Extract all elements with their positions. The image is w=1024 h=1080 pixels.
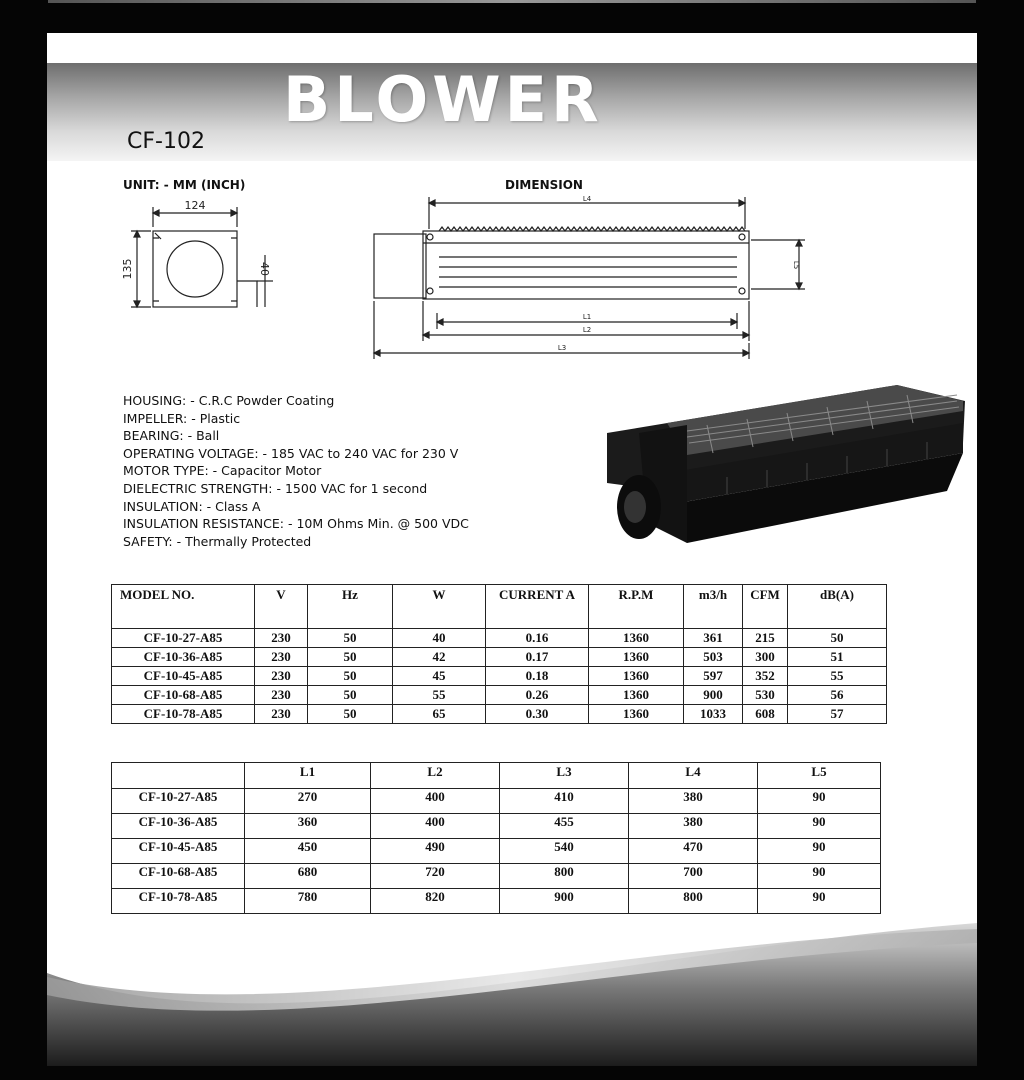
table-cell: CF-10-45-A85 <box>112 667 255 686</box>
table-cell: 0.18 <box>486 667 589 686</box>
table-cell: CF-10-78-A85 <box>112 889 245 914</box>
table-cell: 300 <box>743 648 788 667</box>
table-cell: 50 <box>788 629 887 648</box>
table-cell: CF-10-36-A85 <box>112 814 245 839</box>
model-title: CF-102 <box>127 129 205 154</box>
table-cell: 400 <box>371 789 500 814</box>
table-cell: CF-10-68-A85 <box>112 864 245 889</box>
l2-label: L2 <box>582 326 592 334</box>
table-row <box>112 864 881 889</box>
table-cell: 90 <box>758 839 881 864</box>
side-height-label: 135 <box>121 258 134 280</box>
table-cell: 90 <box>758 789 881 814</box>
col-header: V <box>255 585 308 629</box>
spec-item: DIELECTRIC STRENGTH: - 1500 VAC for 1 second <box>123 480 428 496</box>
table-cell: 230 <box>255 648 308 667</box>
table-cell: 1360 <box>589 667 684 686</box>
table-cell: 1360 <box>589 705 684 724</box>
table-cell: 51 <box>788 648 887 667</box>
col-header: m3/h <box>684 585 743 629</box>
dimension-drawings <box>47 33 977 373</box>
table-cell: CF-10-45-A85 <box>112 839 245 864</box>
table-cell: CF-10-27-A85 <box>112 789 245 814</box>
table-cell: 503 <box>684 648 743 667</box>
col-header: W <box>393 585 486 629</box>
col-header: L1 <box>245 763 371 789</box>
l3-label: L3 <box>557 344 567 352</box>
table-cell: 470 <box>629 839 758 864</box>
table-cell: 42 <box>393 648 486 667</box>
table-cell: 450 <box>245 839 371 864</box>
table-cell: 608 <box>743 705 788 724</box>
table-cell: 597 <box>684 667 743 686</box>
table-cell: 800 <box>629 889 758 914</box>
table-header-row <box>112 585 887 629</box>
table-cell: 0.16 <box>486 629 589 648</box>
banner-title: BLOWER <box>283 63 603 136</box>
table-cell: 530 <box>743 686 788 705</box>
side-view-drawing <box>131 207 273 307</box>
table-cell: 230 <box>255 667 308 686</box>
col-header: CFM <box>743 585 788 629</box>
table-cell: 540 <box>500 839 629 864</box>
table-cell: 57 <box>788 705 887 724</box>
table-cell: 1033 <box>684 705 743 724</box>
front-view-drawing <box>374 197 805 359</box>
table-row <box>112 839 881 864</box>
table-cell: 230 <box>255 686 308 705</box>
table-cell: 820 <box>371 889 500 914</box>
table-cell: 455 <box>500 814 629 839</box>
table-cell: 45 <box>393 667 486 686</box>
col-header: MODEL NO. <box>112 585 255 629</box>
table-cell: 361 <box>684 629 743 648</box>
table-cell: 900 <box>684 686 743 705</box>
table-row <box>112 789 881 814</box>
l1-label: L1 <box>582 313 592 321</box>
table-cell: 215 <box>743 629 788 648</box>
datasheet-page <box>47 33 977 1066</box>
spec-item: INSULATION: - Class A <box>123 498 261 514</box>
table-cell: CF-10-27-A85 <box>112 629 255 648</box>
dimension-table <box>111 762 881 914</box>
col-header: L5 <box>758 763 881 789</box>
table-cell: 56 <box>788 686 887 705</box>
table-cell: 90 <box>758 889 881 914</box>
table-cell: 0.17 <box>486 648 589 667</box>
table-cell: 0.26 <box>486 686 589 705</box>
spec-item: INSULATION RESISTANCE: - 10M Ohms Min. @ 500 VDC <box>123 516 469 532</box>
table-cell: 380 <box>629 789 758 814</box>
l4-label: L4 <box>582 195 592 203</box>
table-cell: 40 <box>393 629 486 648</box>
table-cell: 230 <box>255 705 308 724</box>
table-row <box>112 705 887 724</box>
table-cell: 50 <box>308 705 393 724</box>
table-cell: 55 <box>788 667 887 686</box>
table-cell: 720 <box>371 864 500 889</box>
table-cell: 352 <box>743 667 788 686</box>
table-cell: CF-10-68-A85 <box>112 686 255 705</box>
table-cell: 0.30 <box>486 705 589 724</box>
table-row <box>112 648 887 667</box>
table-cell: 50 <box>308 629 393 648</box>
col-header: Hz <box>308 585 393 629</box>
table-row <box>112 686 887 705</box>
top-rule <box>48 0 976 3</box>
col-header: R.P.M <box>589 585 684 629</box>
side-width-label: 124 <box>184 199 206 212</box>
l5-label: L5 <box>792 260 800 270</box>
dimension-label: DIMENSION <box>505 178 583 192</box>
table-cell: 55 <box>393 686 486 705</box>
spec-item: HOUSING: - C.R.C Powder Coating <box>123 393 335 408</box>
table-cell: 50 <box>308 667 393 686</box>
table-row <box>112 814 881 839</box>
col-header <box>112 763 245 789</box>
table-cell: 270 <box>245 789 371 814</box>
table-cell: 230 <box>255 629 308 648</box>
col-header: L2 <box>371 763 500 789</box>
table-cell: 90 <box>758 864 881 889</box>
table-cell: 1360 <box>589 648 684 667</box>
table-cell: 1360 <box>589 686 684 705</box>
table-cell: 65 <box>393 705 486 724</box>
table-cell: 90 <box>758 814 881 839</box>
table-cell: 360 <box>245 814 371 839</box>
table-cell: 410 <box>500 789 629 814</box>
spec-item: SAFETY: - Thermally Protected <box>123 533 312 549</box>
table-cell: 50 <box>308 686 393 705</box>
footer-swoosh <box>47 903 977 1066</box>
col-header: L4 <box>629 763 758 789</box>
table-cell: 400 <box>371 814 500 839</box>
table-cell: 780 <box>245 889 371 914</box>
table-cell: 800 <box>500 864 629 889</box>
col-header: dB(A) <box>788 585 887 629</box>
side-offset-label: 40 <box>258 262 271 276</box>
product-photo <box>567 373 967 553</box>
spec-item: BEARING: - Ball <box>123 428 220 444</box>
col-header: L3 <box>500 763 629 789</box>
table-cell: 1360 <box>589 629 684 648</box>
spec-item: MOTOR TYPE: - Capacitor Motor <box>123 463 322 479</box>
spec-item: OPERATING VOLTAGE: - 185 VAC to 240 VAC for 230 V <box>123 445 459 461</box>
spec-item: IMPELLER: - Plastic <box>123 410 241 426</box>
table-cell: 380 <box>629 814 758 839</box>
col-header: CURRENT A <box>486 585 589 629</box>
table-cell: 900 <box>500 889 629 914</box>
electrical-table <box>111 584 887 724</box>
table-cell: CF-10-36-A85 <box>112 648 255 667</box>
table-cell: 700 <box>629 864 758 889</box>
unit-label: UNIT: - MM (INCH) <box>123 178 246 192</box>
table-row <box>112 629 887 648</box>
table-cell: 490 <box>371 839 500 864</box>
table-cell: 680 <box>245 864 371 889</box>
spec-list <box>123 392 469 550</box>
table-cell: 50 <box>308 648 393 667</box>
table-header-row <box>112 763 881 789</box>
table-cell: CF-10-78-A85 <box>112 705 255 724</box>
table-row <box>112 667 887 686</box>
